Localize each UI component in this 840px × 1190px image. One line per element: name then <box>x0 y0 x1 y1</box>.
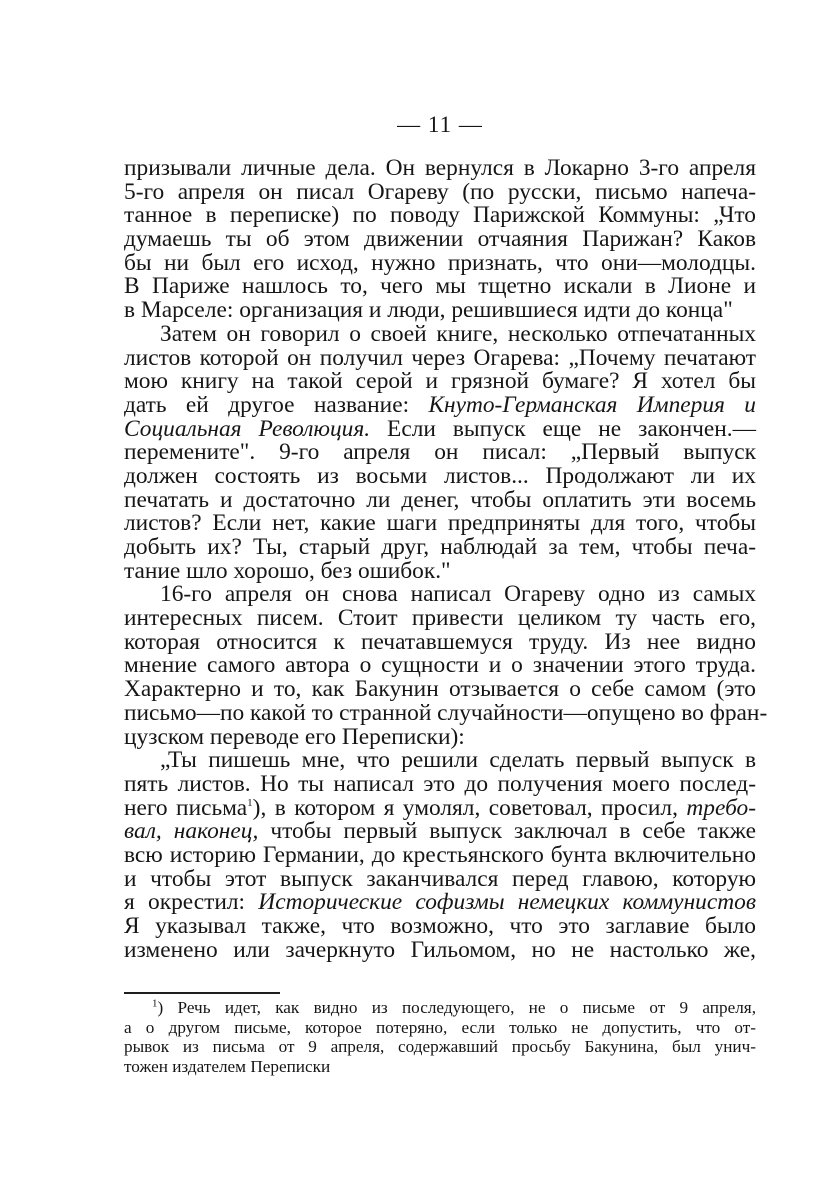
text-line: которая относится к печатавшемуся труду. Из нее видно <box>124 628 756 655</box>
footnote-line <box>124 998 756 1018</box>
text-line: в Марселе: организация и люди, решившиеся идти до конца" <box>124 297 733 324</box>
text-line: изменено или зачеркнуто Гильомом, но не настолько же, <box>124 936 756 963</box>
emphasis: вал, наконец, <box>124 818 259 845</box>
footnote-reference: 1 <box>247 796 253 809</box>
text-line <box>124 891 756 915</box>
body-text <box>124 155 768 963</box>
footnote-line: тожен издателем Переписки <box>124 1056 331 1076</box>
text-line: призывали личные дела. Он вернулся в Локарно 3-го апреля <box>124 155 756 181</box>
text-line: 16-го апреля он снова написал Огареву одно из самых <box>160 581 756 608</box>
text-line: тание шло хорошо, без ошибок." <box>124 557 451 584</box>
text-fragment: чтобы первый выпуск заключал в себе также <box>270 818 756 845</box>
text-line: и чтобы этот выпуск заканчивался перед главою, которую <box>124 865 756 892</box>
text-line: Затем он говорил о своей книге, несколько отпечатанных <box>160 320 756 347</box>
text-line: Я указывал также, что возможно, что это заглавие было <box>124 913 756 939</box>
text-line: пять листов. Но ты написал это до получения моего послед- <box>124 770 756 797</box>
footnote-marker: 1 <box>152 997 158 1010</box>
text-fragment: Если выпуск еще не закончен.— <box>387 415 756 442</box>
chapter-title: Исторические софизмы немецких коммунистов <box>258 889 756 916</box>
text-line: добыть их? Ты, старый друг, наблюдай за тем, чтобы печа- <box>124 534 756 560</box>
text-line <box>124 794 757 821</box>
text-line: письмо—по какой то странной случайности—опущено во фран- <box>124 699 768 726</box>
footnote-line: рывок из письма от 9 апреля, содержавший просьбу Бакунина, был унич- <box>124 1037 756 1056</box>
emphasis: требо- <box>686 794 757 821</box>
text-line: бы ни был его исход, нужно признать, что они—молодцы. <box>124 249 756 276</box>
footnote <box>124 998 756 1076</box>
text-line: мнение самого автора о сущности и о значении этого труда. <box>124 652 756 679</box>
text-line: всю историю Германии, до крестьянского бунта включительно <box>124 841 756 868</box>
text-line: мою книгу на такой серой и грязной бумаге? Я хотел бы <box>124 368 756 395</box>
text-line <box>124 415 756 442</box>
text-line: должен состоять из восьми листов... Продолжают ли их <box>124 462 756 489</box>
text-fragment: я окрестил: <box>124 889 246 916</box>
text-line: печатать и достаточно ли денег, чтобы оплатить эти восемь <box>124 486 756 513</box>
text-line: Характерно и то, как Бакунин отзывается о себе самом (это <box>124 676 756 703</box>
text-line: „Ты пишешь мне, что решили сделать первый выпуск в <box>160 747 756 774</box>
text-line <box>124 820 756 844</box>
text-line: 5-го апреля он писал Огареву (по русски, письмо напеча- <box>124 178 756 205</box>
text-line: листов? Если нет, какие шаги предприняты для того, чтобы <box>124 510 756 537</box>
text-fragment: ), в котором я умолял, советовал, просил, <box>252 794 678 821</box>
book-title: Социальная Революция. <box>124 415 371 442</box>
text-line: цузском переводе его Переписки): <box>124 723 465 750</box>
text-line <box>124 391 756 418</box>
text-line: В Париже нашлось то, чего мы тщетно искали в Лионе и <box>124 273 756 300</box>
text-line: танное в переписке) по поводу Парижской Коммуны: „Что <box>124 202 756 229</box>
page-number: — 11 — <box>397 112 483 137</box>
footnote-line: а о другом письме, которое потеряно, если только не допустить, что от- <box>124 1017 756 1037</box>
text-fragment: ) Речь идет, как видно из последующего, не о письме от 9 апреля, <box>157 998 756 1017</box>
footnote-divider <box>124 992 280 994</box>
text-fragment: него письма <box>124 794 248 821</box>
text-line: думаешь ты об этом движении отчаяния Парижан? Каков <box>124 226 756 253</box>
text-line: листов которой он получил через Огарева: „Почему печатают <box>124 344 756 371</box>
text-fragment: дать ей другое название: <box>124 391 410 418</box>
text-line: перемените". 9-го апреля он писал: „Первый выпуск <box>124 439 756 466</box>
text-line: интересных писем. Стоит привести целиком ту часть его, <box>124 605 756 632</box>
book-title: Кнуто-Германская Империя и <box>428 391 756 418</box>
